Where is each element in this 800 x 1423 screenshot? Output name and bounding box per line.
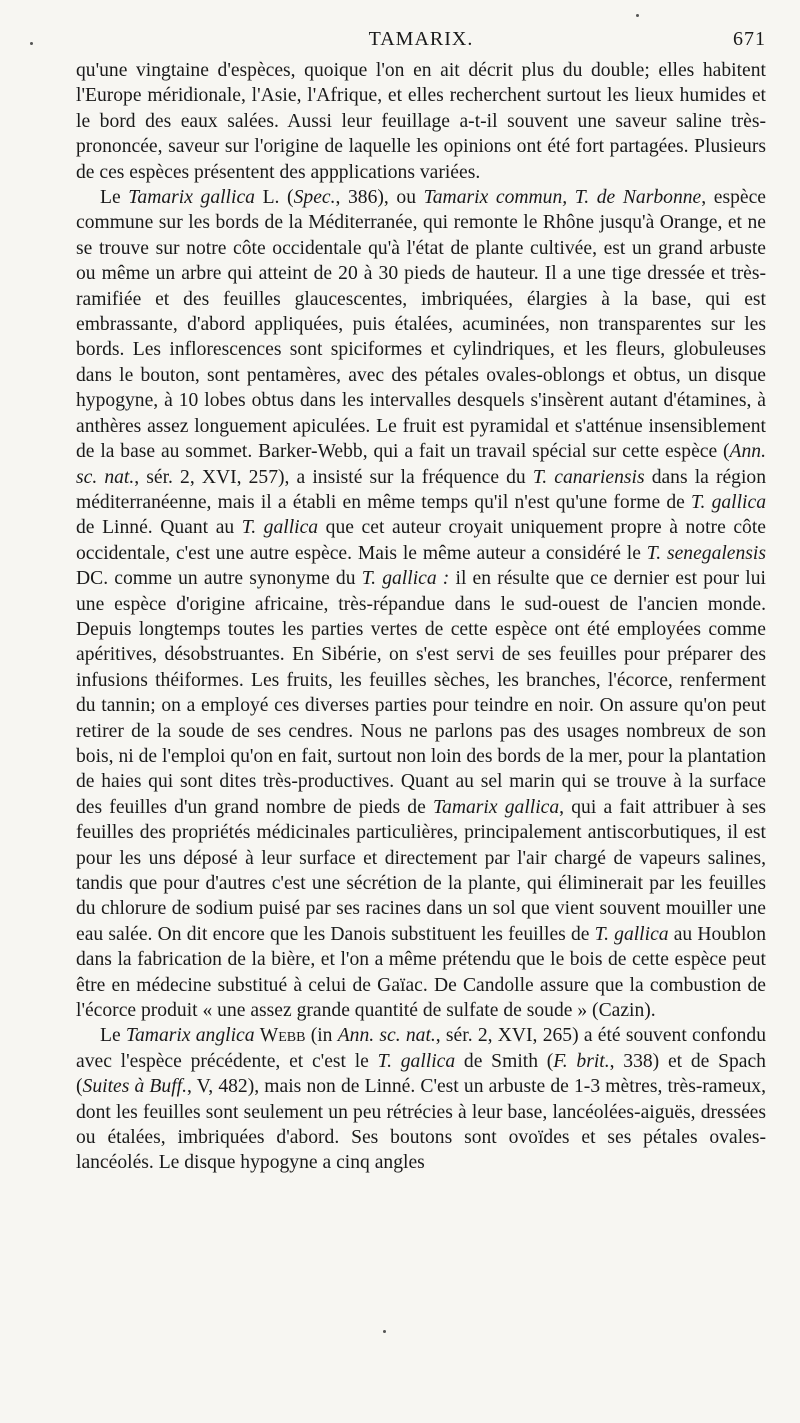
text-run: de Linné. Quant au (76, 517, 242, 539)
italic-run: F. brit. (553, 1050, 610, 1072)
italic-run: Tamarix gallica (128, 187, 255, 209)
italic-run: Suites à Buff. (82, 1076, 187, 1098)
italic-run: T. gallica (241, 517, 319, 539)
paragraph (76, 185, 766, 1023)
margin-speck (383, 1330, 386, 1333)
italic-run: T. gallica (594, 923, 669, 945)
running-title: TAMARIX. (368, 28, 474, 50)
italic-run: Tamarix gallica (432, 796, 560, 818)
italic-run: Spec. (293, 187, 336, 209)
text-run: , V, 482), mais non de Linné. C'est un arbuste de 1-3 mètres, très-rameux, dont les feuilles sont seulement un peu rétrécies à leur base, lancéolées-aiguës, dressées ou étalées, imbriquées d'abord. Ses boutons sont ovoïdes et ses pétales ovales-lancéolés. Le disque hypogyne a cinq angles (76, 1076, 767, 1174)
text-run: , sér. 2, XVI, 265) a été souvent confondu avec l'espèce précédente, et c'est le (76, 1025, 767, 1072)
italic-run: Tamarix commun, T. de Narbonne (423, 187, 702, 209)
italic-run: Ann. sc. nat. (337, 1025, 436, 1047)
text-run: , 338) et de Spach ( (76, 1050, 766, 1098)
text-run: Le (100, 187, 129, 209)
text-run: , sér. 2, XVI, 257), a insisté sur la fréquence du (134, 466, 533, 488)
paragraph (76, 58, 766, 185)
text-run: , qui a fait attribuer à ses feuilles des propriétés médicinales particulières, principalement antiscorbutiques, il est pour les uns déposé à leur surface et directement par l'air chargé de vapeurs salines, tandis que pour d'autres c'est une sécrétion de la plante, qui éliminerait par les feuilles du chlorure de sodium puisé par ses racines dans un sol que vient souvent mouiller une eau salée. On dit encore que les Danois substituent les feuilles de (76, 796, 766, 945)
paragraph (76, 1023, 766, 1175)
italic-run: T. gallica (377, 1050, 456, 1072)
text-run: que cet auteur croyait uniquement propre à notre côte occidentale, c'est une autre espèce. Mais le même auteur a considéré le (76, 517, 766, 564)
body-text (76, 58, 766, 1176)
italic-run: Tamarix anglica (125, 1025, 255, 1047)
italic-run: T. canariensis (532, 466, 645, 488)
text-run: L. ( (254, 187, 294, 209)
text-run: , espèce commune sur les bords de la Méditerranée, qui remonte le Rhône jusqu'à Orange, et ne se trouve sur notre côte occidentale qu'à l'état de plante cultivée, est un grand arbuste ou même un arbre qui atteint de 20 à 30 pieds de hauteur. Il a une tige dressée et très-ramifiée et des feuilles glaucescentes, imbriquées, élargies à la base, qui est embrassante, d'abord appliquées, puis étalées, acuminées, non transparentes sur les bords. Les inflorescences sont spiciformes et cylindriques, et les fleurs, globuleuses dans le bouton, sont pentamères, avec des pétales ovales-oblongs et obtus, un disque hypogyne, à 10 lobes obtus dans les intervalles desquels s'insèrent autant d'étamines, à anthères assez longuement apiculées. Le fruit est pyramidal et s'atténue insensiblement de la base au sommet. Barker-Webb, qui a fait un travail spécial sur cette espèce ( (76, 187, 766, 463)
text-run: qu'une vingtaine d'espèces, quoique l'on en ait décrit plus du double; elles habitent l'Europe méridionale, l'Asie, l'Afrique, et elles recherchent surtout les lieux humides et le bord des eaux salées. Aussi leur feuillage a-t-il souvent une saveur saline très-prononcée, saveur sur l'origine de laquelle les opinions ont été fort partagées. Plusieurs de ces espèces présentent des appplications variées. (76, 60, 766, 183)
text-run: au Houblon dans la fabrication de la bière, et l'on a même prétendu que le bois de cette espèce peut être en médecine substitué à celui de Gaïac. De Candolle assure que la combustion de l'écorce produit « une assez grande quantité de sulfate de soude » (Cazin). (76, 923, 766, 1022)
italic-run: T. gallica : (361, 568, 450, 590)
page (76, 28, 766, 1176)
margin-speck (30, 42, 33, 45)
italic-run: T. senegalensis (646, 542, 766, 564)
text-run: dans la région méditerranéenne, mais il a établi en même temps qu'il n'est qu'une forme de (76, 466, 766, 513)
italic-run: T. gallica (691, 491, 766, 513)
text-run: , 386), ou (335, 187, 424, 209)
text-run: (in (305, 1025, 338, 1047)
running-header (76, 28, 766, 58)
smallcaps-run: Webb (259, 1025, 306, 1047)
text-run: il en résulte que ce dernier est pour lui une espèce d'origine africaine, très-répandue dans le sud-ouest de l'ancien monde. Depuis longtemps toutes les parties vertes de cette espèce ont été employées comme apéritives, désobstruantes. En Sibérie, on s'est servi de ses feuilles pour préparer des infusions théiformes. Les fruits, les feuilles sèches, les branches, l'écorce, renferment du tannin; on a employé ces diverses parties pour teindre en noir. On assure qu'on peut retirer de la soude de ses cendres. Nous ne parlons pas des usages nombreux de son bois, ni de l'emploi qu'on en fait, surtout non loin des bords de la mer, pour la plantation de haies qui sont dites très-productives. Quant au sel marin qui se trouve à la surface des feuilles d'un grand nombre de pieds de (76, 568, 766, 818)
text-run: Le (100, 1025, 126, 1047)
text-run: DC. comme un autre synonyme du (76, 568, 362, 590)
margin-speck (636, 14, 639, 17)
italic-run: Ann. sc. nat. (76, 441, 766, 488)
page-number: 671 (733, 28, 766, 50)
text-run: de Smith ( (455, 1050, 554, 1072)
